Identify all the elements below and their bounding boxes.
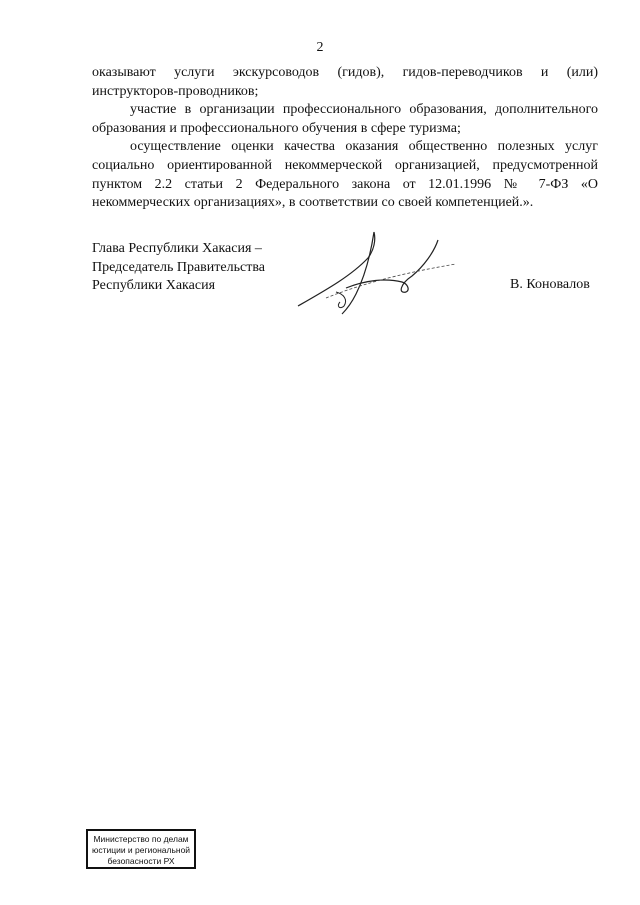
stamp-line-2: юстиции и региональной <box>91 845 191 855</box>
stamp-line-3: безопасности РХ <box>107 856 175 866</box>
signatory-title-line-2: Председатель Правительства <box>92 259 265 275</box>
paragraph-1: оказывают услуги экскурсоводов (гидов), гидов-переводчиков и (или) инструкторов-проводников; <box>92 65 598 99</box>
body-text <box>92 64 598 213</box>
signatory-title <box>92 240 265 296</box>
registration-stamp <box>86 829 196 869</box>
signer-name: В. Коновалов <box>510 277 590 292</box>
signatory-title-line-1: Глава Республики Хакасия – <box>92 241 262 256</box>
handwritten-signature <box>296 228 466 318</box>
stamp-line-1: Министерство по делам <box>93 834 189 844</box>
paragraph-3: осуществление оценки качества оказания общественно полезных услуг социально ориентированной некоммерческой организацией, предусмотренной пунктом 2.2 статьи 2 Федерального закона от 12.01.1996 № 7-ФЗ «О некоммерческих организациях», в соответствии со своей компетенцией.». <box>92 139 598 211</box>
page-number: 2 <box>316 40 324 55</box>
signatory-title-line-3: Республики Хакасия <box>92 278 216 294</box>
paragraph-2: участие в организации профессионального образования, дополнительного образования и профессионального обучения в сфере туризма; <box>92 102 598 136</box>
